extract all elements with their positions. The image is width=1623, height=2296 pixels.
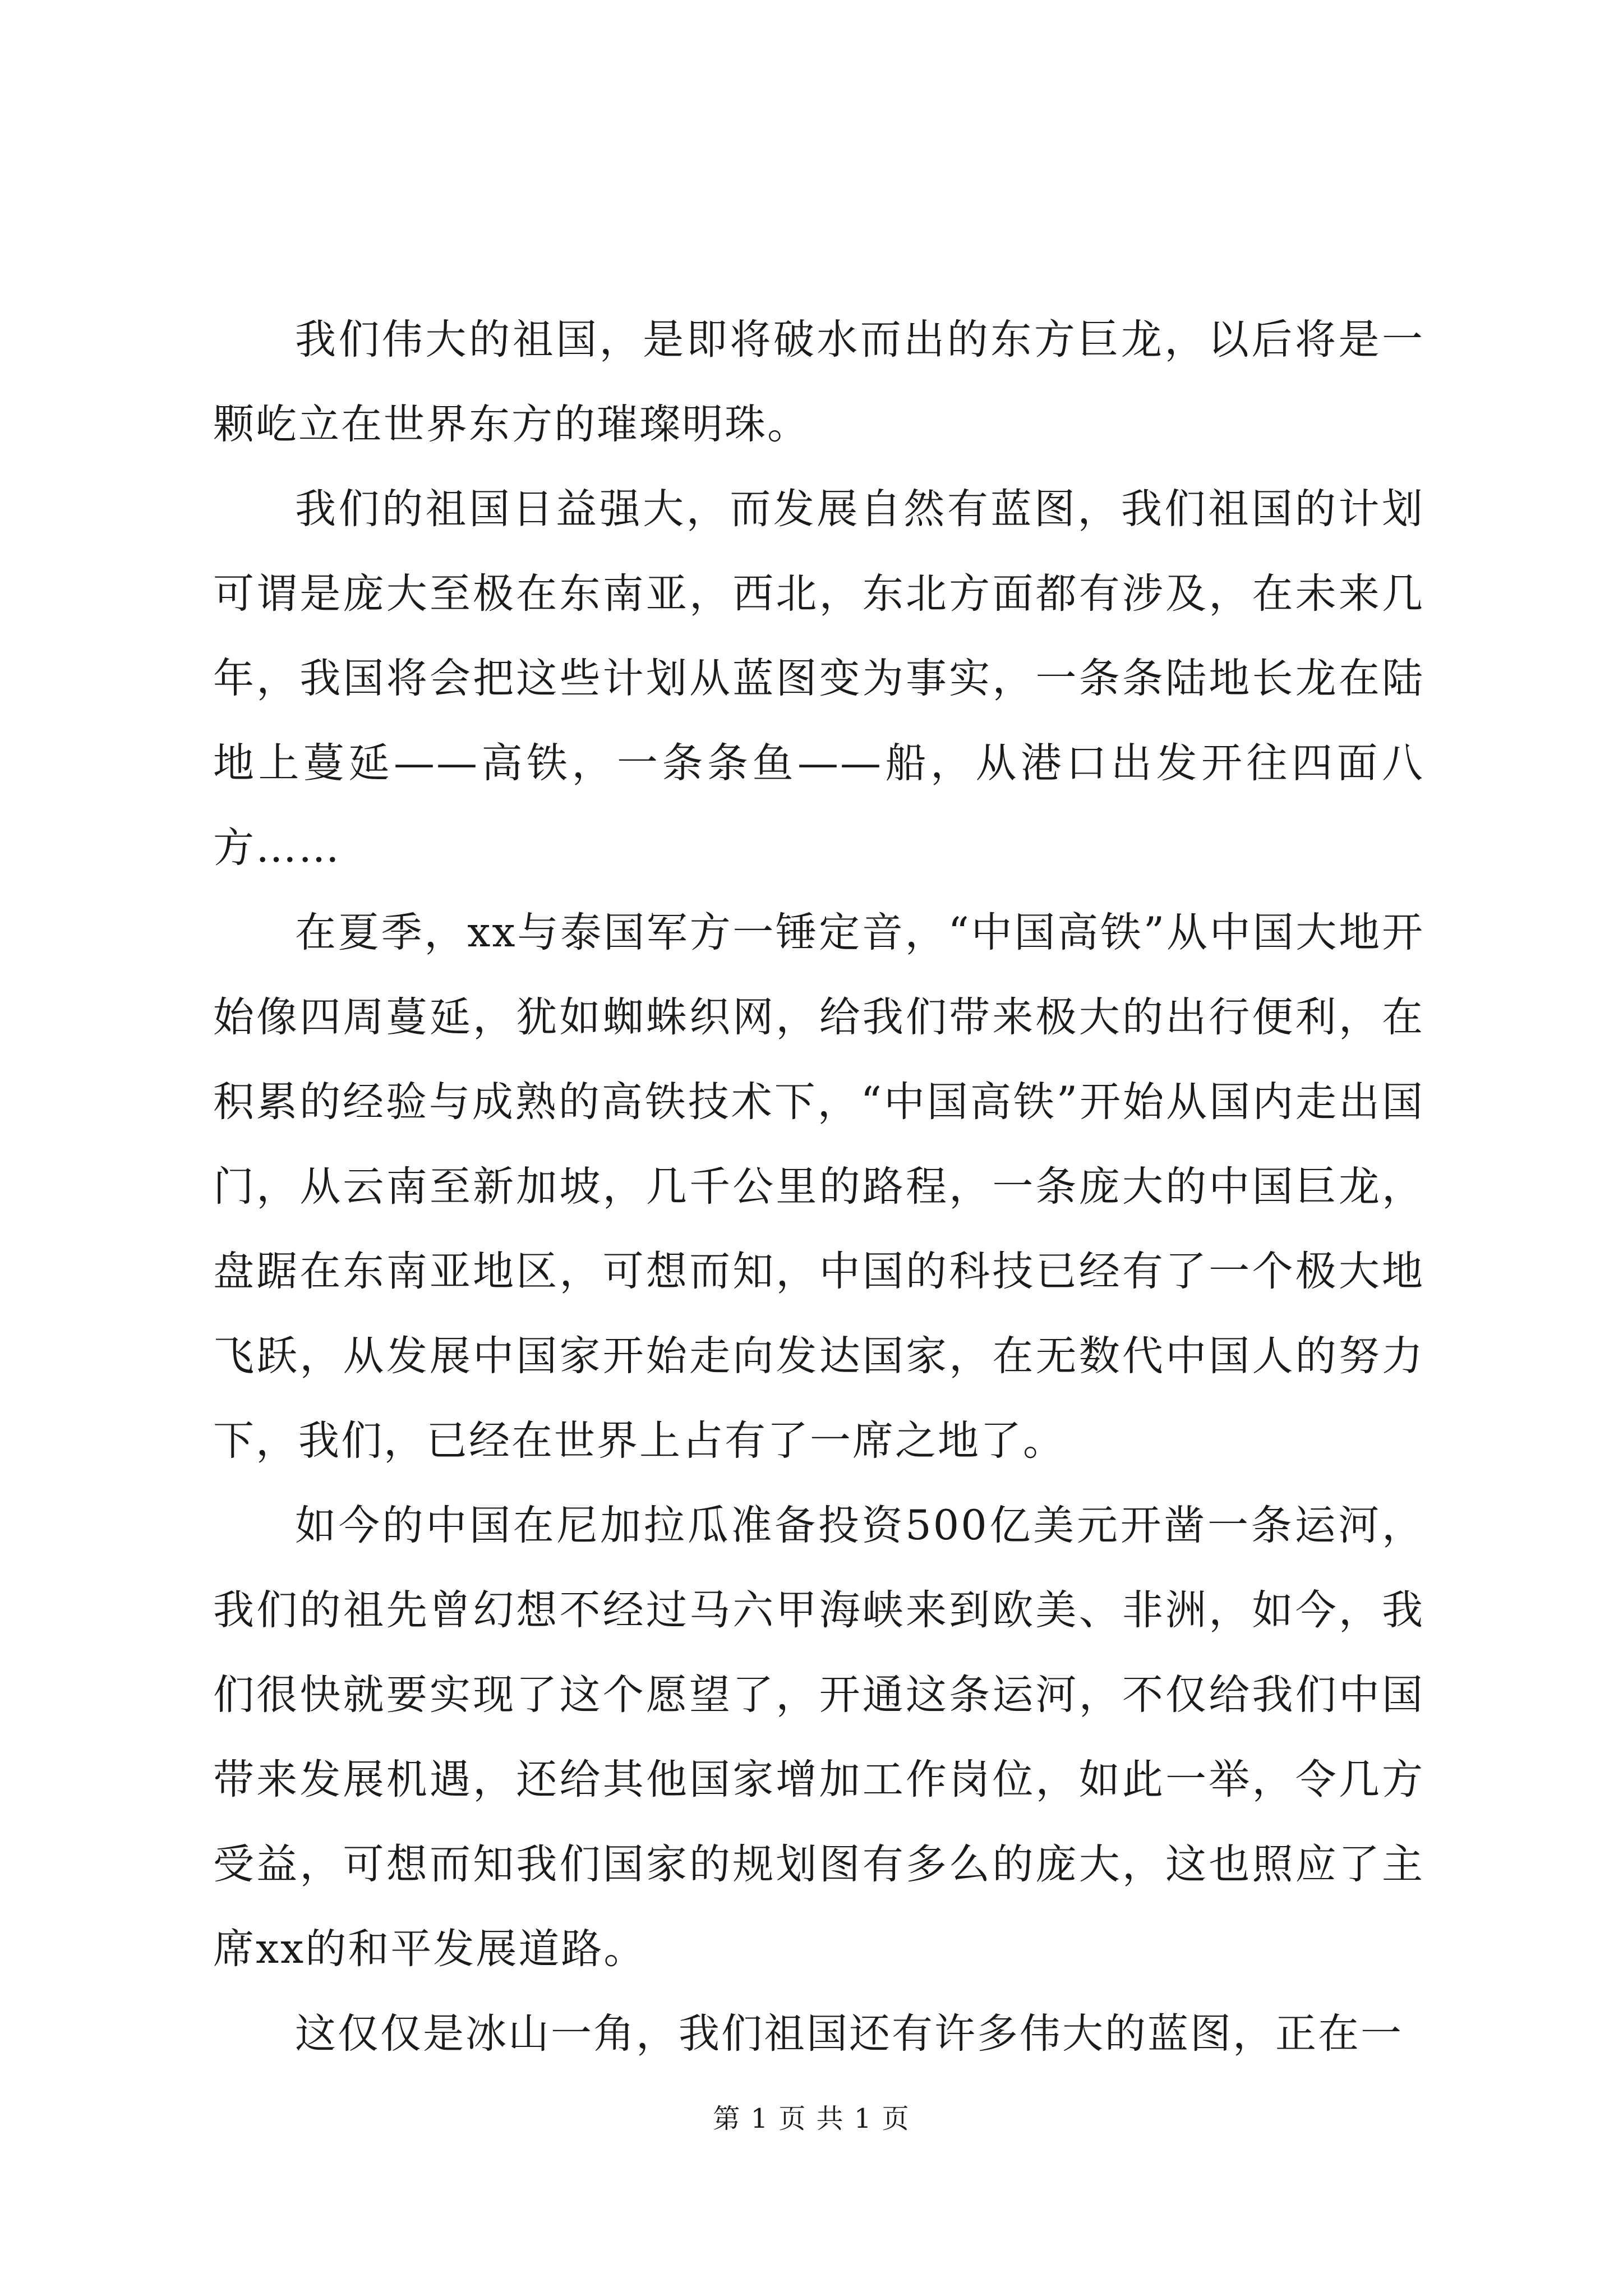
paragraph-3: 在夏季，xx与泰国军方一锤定音，“中国高铁”从中国大地开始像四周蔓延，犹如蜘蛛织网，给我们带来极大的出行便利，在积累的经验与成熟的高铁技术下，“中国高铁”开始从国内走出国门，从云南至新加坡，几千公里的路程，一条庞大的中国巨龙，盘踞在东南亚地区，可想而知，中国的科技已经有了一个极大地飞跃，从发展中国家开始走向发达国家，在无数代中国人的努力下，我们，已经在世界上占有了一席之地了。 — [213, 909, 1424, 1465]
paragraph-1: 我们伟大的祖国，是即将破水而出的东方巨龙，以后将是一颗屹立在世界东方的璀璨明珠。 — [213, 316, 1424, 448]
paragraph-4: 如今的中国在尼加拉瓜准备投资500亿美元开凿一条运河，我们的祖先曾幻想不经过马六甲海峡来到欧美、非洲，如今，我们很快就要实现了这个愿望了，开通这条运河，不仅给我们中国带来发展机遇，还给其他国家增加工作岗位，如此一举，令几方受益，可想而知我们国家的规划图有多么的庞大，这也照应了主席xx的和平发展道路。 — [213, 1502, 1424, 1973]
page-footer: 第 1 页 共 1 页 — [713, 2103, 910, 2134]
body-text — [213, 297, 1424, 2076]
paragraph-2: 我们的祖国日益强大，而发展自然有蓝图，我们祖国的计划可谓是庞大至极在东南亚，西北，东北方面都有涉及，在未来几年，我国将会把这些计划从蓝图变为事实，一条条陆地长龙在陆地上蔓延——高铁，一条条鱼——船，从港口出发开往四面八方…… — [213, 485, 1424, 872]
paragraph-5: 这仅仅是冰山一角，我们祖国还有许多伟大的蓝图，正在一 — [295, 2010, 1403, 2058]
